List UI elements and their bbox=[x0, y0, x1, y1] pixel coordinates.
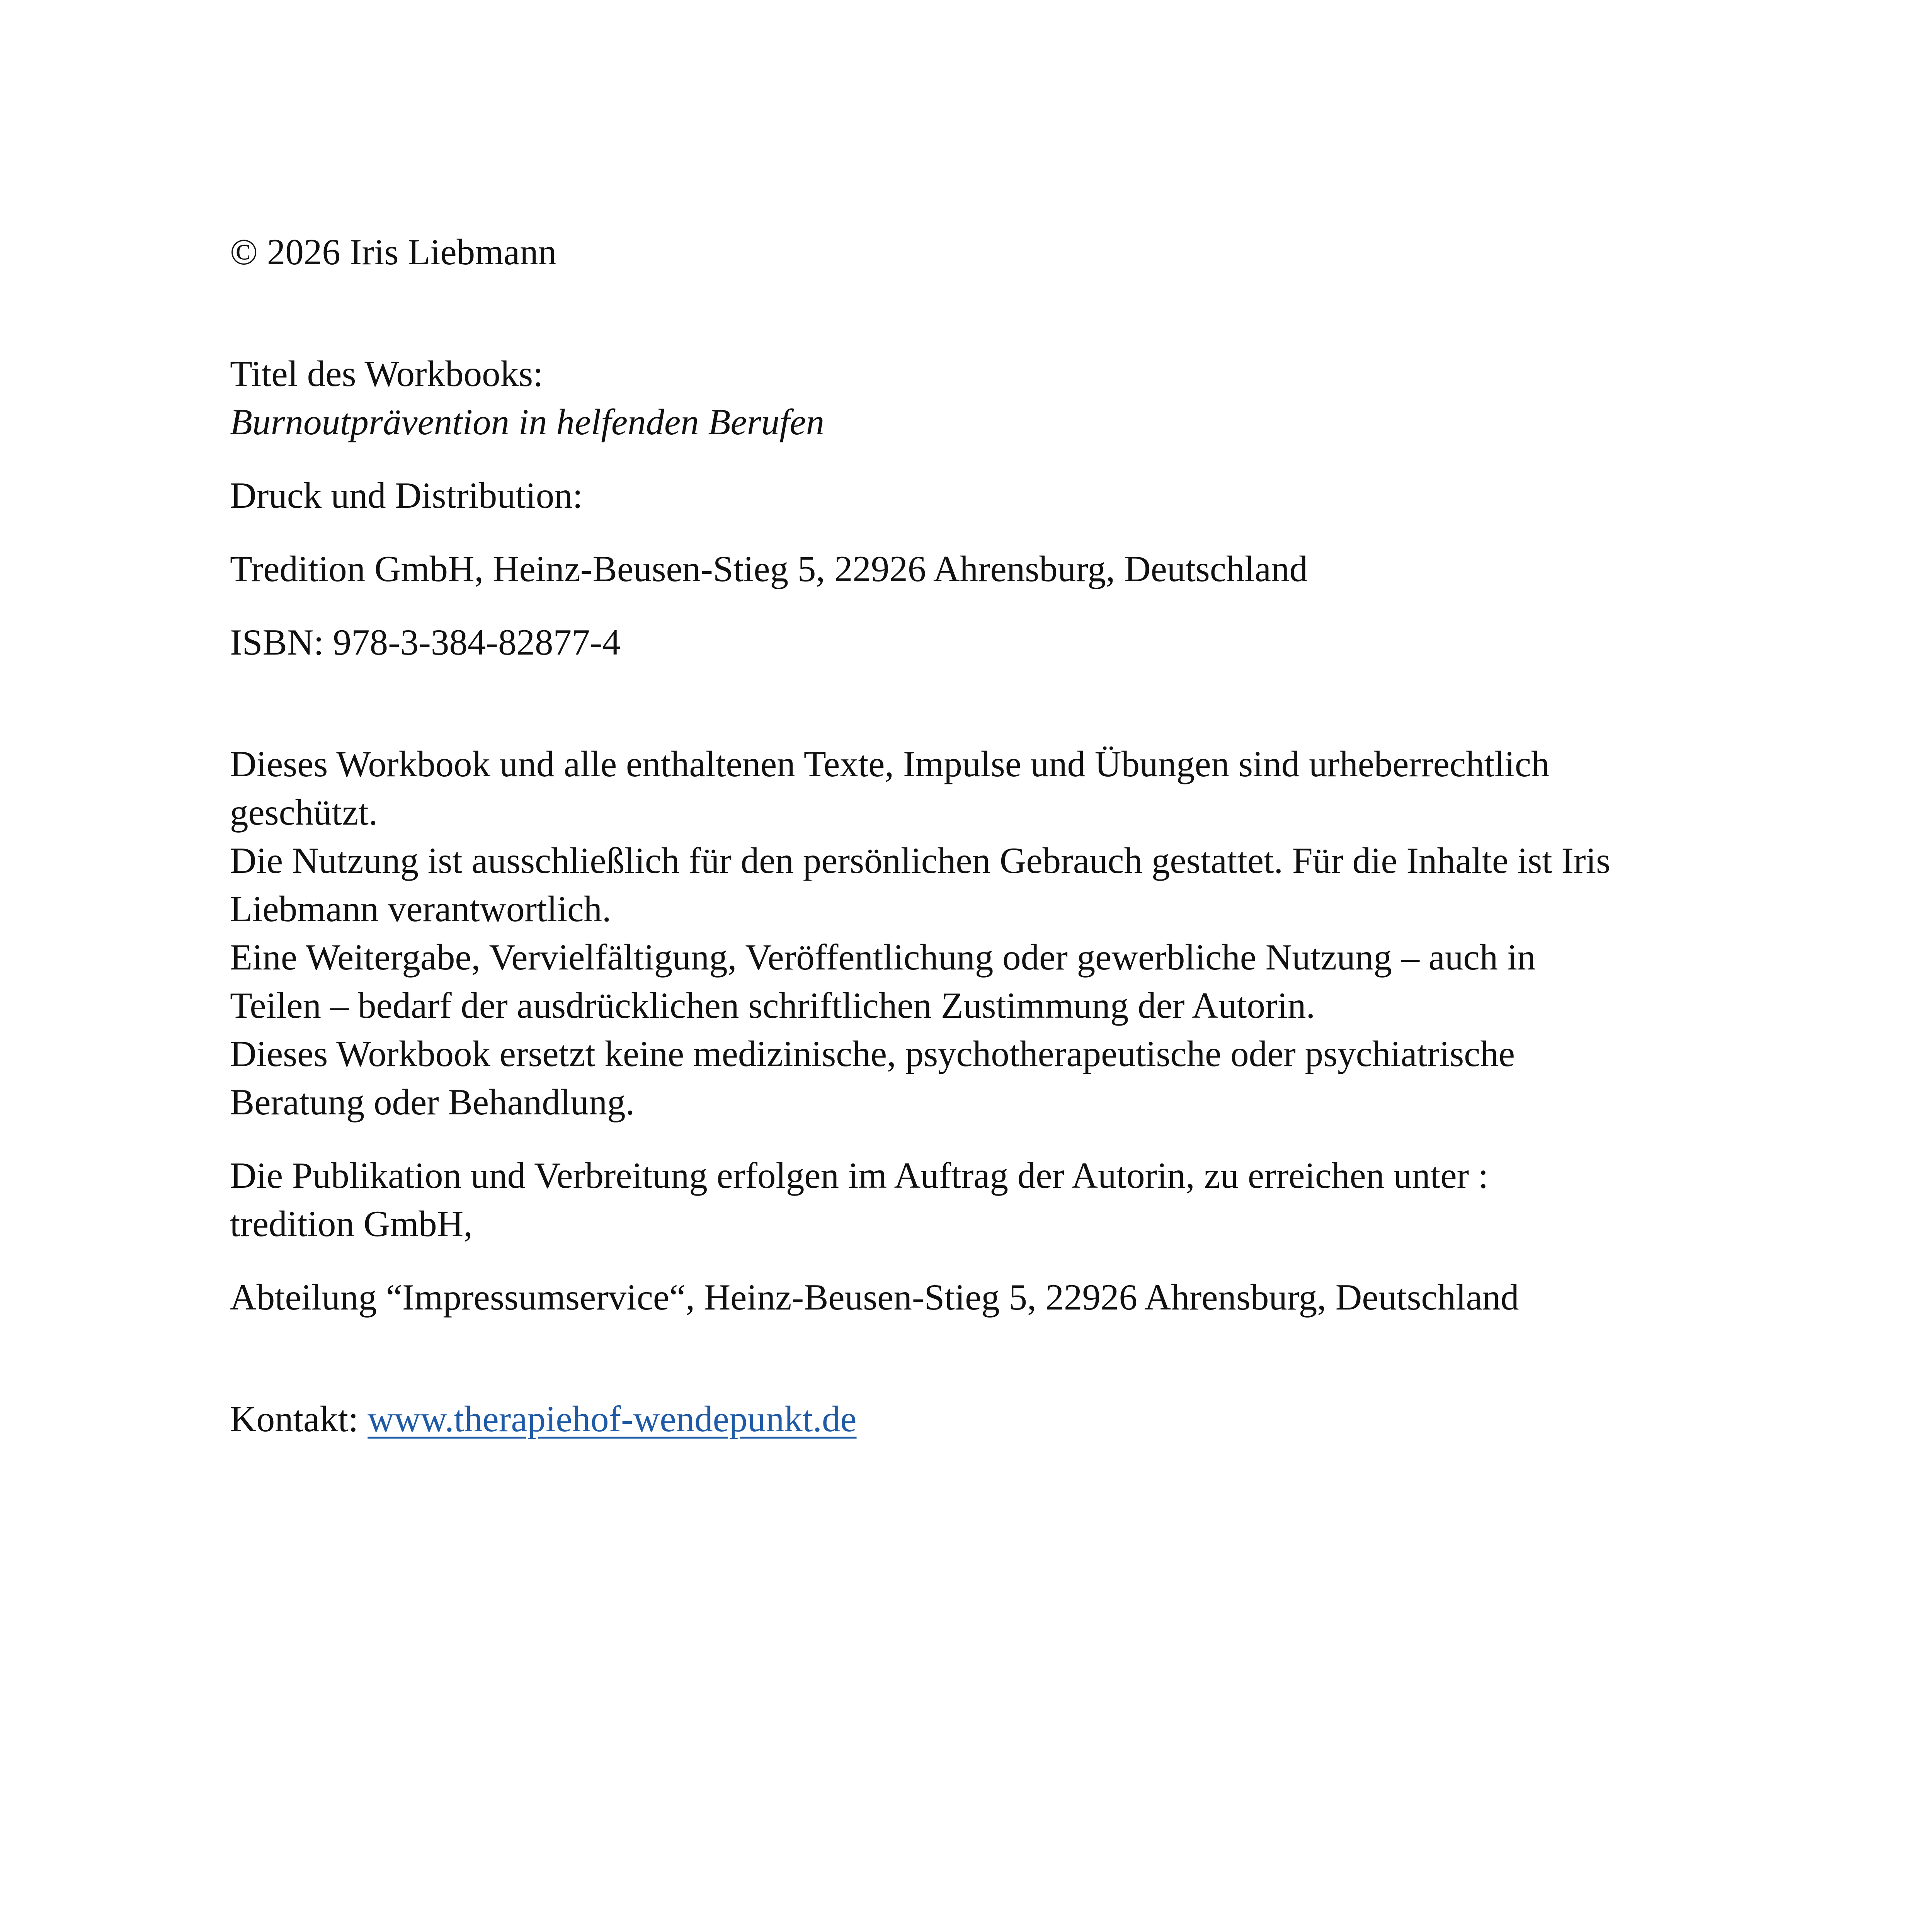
isbn: ISBN: 978-3-384-82877-4 bbox=[230, 622, 621, 663]
contact-label: Kontakt: bbox=[230, 1398, 359, 1439]
title-label: Titel des Workbooks: bbox=[230, 353, 543, 394]
contact-line bbox=[230, 1395, 857, 1443]
workbook-title: Burnoutprävention in helfenden Berufen bbox=[230, 401, 825, 442]
print-label: Druck und Distribution: bbox=[230, 475, 583, 516]
copyright-line: © 2026 Iris Liebmann bbox=[230, 231, 557, 272]
printer-address: Tredition GmbH, Heinz-Beusen-Stieg 5, 22926 Ahrensburg, Deutschland bbox=[230, 548, 1308, 589]
publication-line: Die Publikation und Verbreitung erfolgen im Auftrag der Autorin, zu erreichen unter : bbox=[230, 1155, 1489, 1196]
notice-line: Liebmann verantwortlich. bbox=[230, 888, 611, 929]
notice-line: Dieses Workbook und alle enthaltenen Texte, Impulse und Übungen sind urheberrechtlich bbox=[230, 743, 1550, 784]
notice-line: Teilen – bedarf der ausdrücklichen schriftlichen Zustimmung der Autorin. bbox=[230, 985, 1315, 1026]
notice-line: Dieses Workbook ersetzt keine medizinische, psychotherapeutische oder psychiatrische bbox=[230, 1033, 1515, 1074]
notice-line: Eine Weitergabe, Vervielfältigung, Veröffentlichung oder gewerbliche Nutzung – auch in bbox=[230, 937, 1536, 978]
notice-line: geschützt. bbox=[230, 792, 378, 833]
notice-line: Beratung oder Behandlung. bbox=[230, 1082, 635, 1122]
notice-line: Die Nutzung ist ausschließlich für den persönlichen Gebrauch gestattet. Für die Inhalte ist Iris bbox=[230, 840, 1611, 881]
contact-link[interactable]: www.therapiehof-wendepunkt.de bbox=[368, 1398, 857, 1439]
department-line: Abteilung “Impressumservice“, Heinz-Beusen-Stieg 5, 22926 Ahrensburg, Deutschland bbox=[230, 1277, 1519, 1318]
publication-line: tredition GmbH, bbox=[230, 1203, 473, 1244]
